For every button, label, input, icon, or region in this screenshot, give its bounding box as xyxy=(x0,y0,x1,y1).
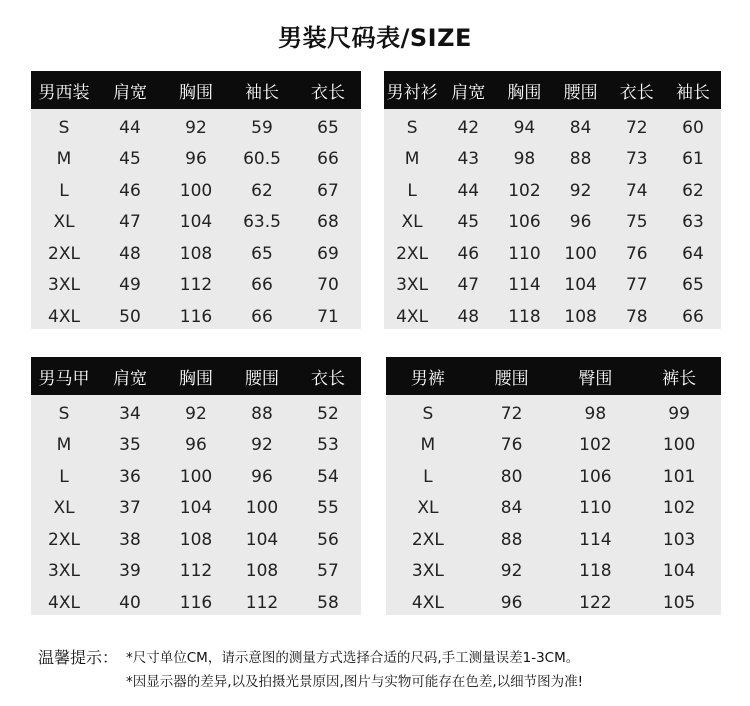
tips-row-1 xyxy=(38,646,738,670)
measure-cell: 62 xyxy=(251,180,273,201)
measure-cell: 77 xyxy=(625,275,648,296)
measure-cell: 58 xyxy=(317,592,339,613)
suit-table-body xyxy=(31,109,361,333)
header-cell: 衣长 xyxy=(311,82,345,103)
vest-table-body xyxy=(31,395,361,619)
table-row xyxy=(31,430,361,462)
size-cell: 4XL xyxy=(48,592,80,613)
measure-cell: 46 xyxy=(457,243,480,264)
measure-cell: 72 xyxy=(625,117,648,138)
size-cell: XL xyxy=(401,212,423,233)
measure-cell: 75 xyxy=(625,212,648,233)
measure-cell: 96 xyxy=(185,149,207,170)
measure-cell: 100 xyxy=(564,243,597,264)
size-cell: 3XL xyxy=(48,275,80,296)
size-cell: M xyxy=(420,435,436,456)
size-cell: XL xyxy=(53,212,75,233)
size-cell: 4XL xyxy=(396,306,429,327)
page-title: 男装尺码表/SIZE xyxy=(278,24,472,52)
measure-cell: 114 xyxy=(579,529,612,550)
shirt-table-header xyxy=(384,71,721,109)
table-row xyxy=(386,398,721,430)
pants-table-body xyxy=(386,395,721,619)
measure-cell: 44 xyxy=(119,117,141,138)
measure-cell: 46 xyxy=(119,180,141,201)
measure-cell: 48 xyxy=(119,243,141,264)
size-cell: 4XL xyxy=(48,306,80,327)
header-cell: 男衬衫 xyxy=(386,82,438,103)
table-row xyxy=(386,493,721,525)
measure-cell: 104 xyxy=(179,498,213,519)
shirt-size-table xyxy=(384,71,721,329)
header-cell: 肩宽 xyxy=(113,82,147,103)
measure-cell: 88 xyxy=(251,403,273,424)
size-cell: 3XL xyxy=(411,561,444,582)
measure-cell: 110 xyxy=(579,498,612,519)
measure-cell: 106 xyxy=(579,466,612,487)
measure-cell: 110 xyxy=(508,243,541,264)
measure-cell: 105 xyxy=(662,592,696,613)
measure-cell: 88 xyxy=(500,529,523,550)
measure-cell: 108 xyxy=(564,306,597,327)
measure-cell: 106 xyxy=(508,212,541,233)
measure-cell: 103 xyxy=(662,529,696,550)
header-cell: 胸围 xyxy=(179,368,213,389)
measure-cell: 96 xyxy=(185,435,207,456)
header-cell: 男马甲 xyxy=(38,368,90,389)
table-row xyxy=(384,144,721,176)
measure-cell: 112 xyxy=(179,561,213,582)
measure-cell: 98 xyxy=(584,403,607,424)
measure-cell: 108 xyxy=(179,243,213,264)
header-cell: 臀围 xyxy=(578,368,613,389)
table-row xyxy=(31,238,361,270)
size-cell: M xyxy=(56,149,72,170)
measure-cell: 66 xyxy=(682,306,704,327)
size-cell: S xyxy=(58,117,70,138)
measure-cell: 100 xyxy=(179,466,213,487)
size-cell: L xyxy=(59,180,69,201)
measure-cell: 102 xyxy=(579,435,612,456)
table-row xyxy=(31,207,361,239)
measure-cell: 48 xyxy=(457,306,480,327)
measure-cell: 66 xyxy=(251,275,273,296)
size-cell: M xyxy=(404,149,420,170)
table-row xyxy=(31,144,361,176)
size-cell: 2XL xyxy=(411,529,444,550)
size-cell: 3XL xyxy=(48,561,80,582)
header-cell: 腰围 xyxy=(494,368,529,389)
measure-cell: 60.5 xyxy=(243,149,281,170)
measure-cell: 100 xyxy=(662,435,696,456)
tips-section xyxy=(38,646,738,694)
measure-cell: 94 xyxy=(513,117,536,138)
size-cell: S xyxy=(422,403,434,424)
measure-cell: 43 xyxy=(457,149,480,170)
suit-size-table xyxy=(31,71,361,329)
header-cell: 胸围 xyxy=(179,82,213,103)
measure-cell: 108 xyxy=(179,529,213,550)
header-cell: 袖长 xyxy=(675,82,710,103)
header-cell: 胸围 xyxy=(507,82,542,103)
measure-cell: 45 xyxy=(457,212,480,233)
measure-cell: 112 xyxy=(245,592,279,613)
size-cell: XL xyxy=(53,498,75,519)
measure-cell: 38 xyxy=(119,529,141,550)
measure-cell: 96 xyxy=(569,212,592,233)
measure-cell: 69 xyxy=(317,243,339,264)
measure-cell: 84 xyxy=(569,117,592,138)
measure-cell: 63.5 xyxy=(243,212,281,233)
table-row xyxy=(384,207,721,239)
measure-cell: 66 xyxy=(317,149,339,170)
size-cell: 3XL xyxy=(396,275,429,296)
size-cell: M xyxy=(56,435,72,456)
header-cell: 肩宽 xyxy=(451,82,486,103)
size-cell: 4XL xyxy=(411,592,444,613)
measure-cell: 104 xyxy=(564,275,597,296)
measure-cell: 99 xyxy=(668,403,690,424)
table-row xyxy=(31,112,361,144)
measure-cell: 62 xyxy=(682,180,704,201)
measure-cell: 65 xyxy=(251,243,273,264)
measure-cell: 96 xyxy=(251,466,273,487)
measure-cell: 104 xyxy=(179,212,213,233)
measure-cell: 57 xyxy=(317,561,339,582)
measure-cell: 64 xyxy=(682,243,704,264)
measure-cell: 59 xyxy=(251,117,273,138)
measure-cell: 67 xyxy=(317,180,339,201)
measure-cell: 52 xyxy=(317,403,339,424)
measure-cell: 61 xyxy=(682,149,704,170)
table-row xyxy=(31,461,361,493)
tips-line-2: *因显示器的差异,以及拍摄光景原因,图片与实物可能存在色差,以细节图为准! xyxy=(126,674,584,690)
header-cell: 腰围 xyxy=(245,368,279,389)
measure-cell: 118 xyxy=(508,306,541,327)
table-row xyxy=(384,238,721,270)
measure-cell: 100 xyxy=(245,498,279,519)
table-row xyxy=(386,461,721,493)
table-row xyxy=(384,270,721,302)
header-cell: 衣长 xyxy=(619,82,654,103)
table-row xyxy=(384,301,721,333)
size-cell: L xyxy=(59,466,69,487)
measure-cell: 84 xyxy=(500,498,523,519)
header-cell: 腰围 xyxy=(563,82,598,103)
measure-cell: 88 xyxy=(569,149,592,170)
table-row xyxy=(31,556,361,588)
table-row xyxy=(384,175,721,207)
pants-size-table xyxy=(386,357,721,615)
size-cell: 2XL xyxy=(396,243,429,264)
measure-cell: 54 xyxy=(317,466,339,487)
measure-cell: 65 xyxy=(682,275,704,296)
measure-cell: 96 xyxy=(500,592,523,613)
measure-cell: 104 xyxy=(662,561,696,582)
measure-cell: 72 xyxy=(500,403,523,424)
vest-table-header xyxy=(31,357,361,395)
measure-cell: 37 xyxy=(119,498,141,519)
measure-cell: 104 xyxy=(245,529,279,550)
measure-cell: 76 xyxy=(625,243,648,264)
header-cell: 衣长 xyxy=(311,368,345,389)
measure-cell: 114 xyxy=(508,275,541,296)
measure-cell: 36 xyxy=(119,466,141,487)
pants-table-header xyxy=(386,357,721,395)
table-row xyxy=(386,524,721,556)
measure-cell: 73 xyxy=(625,149,648,170)
vest-size-table xyxy=(31,357,361,615)
measure-cell: 50 xyxy=(119,306,141,327)
measure-cell: 74 xyxy=(625,180,648,201)
size-cell: L xyxy=(407,180,417,201)
measure-cell: 118 xyxy=(579,561,612,582)
tips-row-2 xyxy=(38,670,738,694)
measure-cell: 100 xyxy=(179,180,213,201)
measure-cell: 92 xyxy=(185,117,207,138)
measure-cell: 44 xyxy=(457,180,480,201)
table-row xyxy=(31,493,361,525)
measure-cell: 102 xyxy=(508,180,541,201)
measure-cell: 80 xyxy=(500,466,523,487)
measure-cell: 47 xyxy=(119,212,141,233)
measure-cell: 70 xyxy=(317,275,339,296)
measure-cell: 116 xyxy=(179,592,213,613)
header-cell: 男西装 xyxy=(38,82,90,103)
measure-cell: 53 xyxy=(317,435,339,456)
measure-cell: 102 xyxy=(662,498,696,519)
measure-cell: 40 xyxy=(119,592,141,613)
measure-cell: 92 xyxy=(185,403,207,424)
size-cell: S xyxy=(58,403,70,424)
measure-cell: 108 xyxy=(245,561,279,582)
table-row xyxy=(386,430,721,462)
size-cell: 2XL xyxy=(48,529,80,550)
table-row xyxy=(31,524,361,556)
measure-cell: 39 xyxy=(119,561,141,582)
measure-cell: 92 xyxy=(500,561,523,582)
measure-cell: 56 xyxy=(317,529,339,550)
measure-cell: 55 xyxy=(317,498,339,519)
header-cell: 肩宽 xyxy=(113,368,147,389)
measure-cell: 76 xyxy=(500,435,523,456)
measure-cell: 63 xyxy=(682,212,704,233)
measure-cell: 122 xyxy=(579,592,612,613)
table-row xyxy=(384,112,721,144)
measure-cell: 68 xyxy=(317,212,339,233)
measure-cell: 71 xyxy=(317,306,339,327)
header-cell: 袖长 xyxy=(245,82,279,103)
measure-cell: 47 xyxy=(457,275,480,296)
tips-line-1: *尺寸单位CM，请示意图的测量方式选择合适的尺码,手工测量误差1-3CM。 xyxy=(126,650,580,666)
shirt-table-body xyxy=(384,109,721,333)
measure-cell: 92 xyxy=(569,180,592,201)
measure-cell: 112 xyxy=(179,275,213,296)
measure-cell: 45 xyxy=(119,149,141,170)
measure-cell: 98 xyxy=(513,149,536,170)
header-cell: 裤长 xyxy=(662,368,697,389)
measure-cell: 42 xyxy=(457,117,480,138)
suit-table-header xyxy=(31,71,361,109)
table-row xyxy=(31,587,361,619)
tips-label: 温馨提示： xyxy=(38,648,119,667)
measure-cell: 34 xyxy=(119,403,141,424)
measure-cell: 65 xyxy=(317,117,339,138)
table-row xyxy=(386,587,721,619)
measure-cell: 60 xyxy=(682,117,704,138)
size-cell: L xyxy=(423,466,433,487)
measure-cell: 78 xyxy=(625,306,648,327)
table-row xyxy=(31,270,361,302)
size-cell: 2XL xyxy=(48,243,80,264)
size-cell: XL xyxy=(417,498,439,519)
table-row xyxy=(386,556,721,588)
header-cell: 男裤 xyxy=(410,368,445,389)
table-row xyxy=(31,175,361,207)
table-row xyxy=(31,301,361,333)
measure-cell: 116 xyxy=(179,306,213,327)
size-cell: S xyxy=(406,117,418,138)
table-row xyxy=(31,398,361,430)
measure-cell: 101 xyxy=(662,466,696,487)
measure-cell: 35 xyxy=(119,435,141,456)
measure-cell: 49 xyxy=(119,275,141,296)
measure-cell: 66 xyxy=(251,306,273,327)
measure-cell: 92 xyxy=(251,435,273,456)
